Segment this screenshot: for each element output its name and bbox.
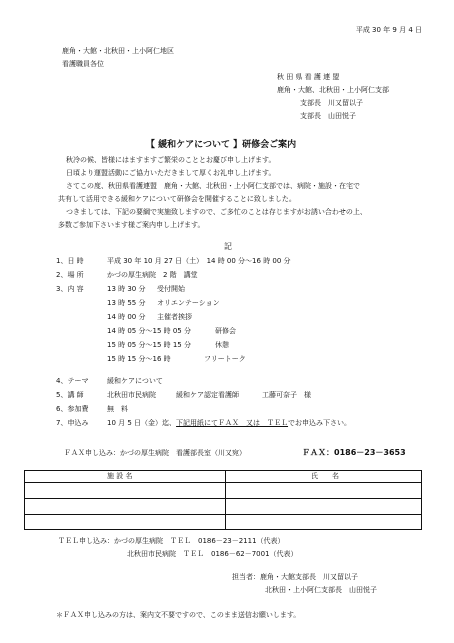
item-date-label: 1、日 時 <box>56 257 84 265</box>
item-content-label: 3、内 容 <box>56 285 84 293</box>
sender-person-1: 支部長 川又留以子 <box>300 99 363 107</box>
body-paragraph-4-cont: 多数ご参加下さいます様ご案内申し上げます。 <box>58 221 205 229</box>
item-lecturer-role: 緩和ケア認定看護師 <box>176 391 239 399</box>
document-title: 【 緩和ケアについて 】研修会ご案内 <box>146 140 297 150</box>
item-place-label: 2、場 所 <box>56 271 84 279</box>
schedule-desc: 休憩 <box>215 341 229 349</box>
schedule-desc: 研修会 <box>215 327 236 335</box>
table-header-name: 氏 名 <box>311 472 339 480</box>
application-deadline: 10 月 5 日（金）迄、 <box>107 419 177 427</box>
application-method: 下記用紙にてＦＡＸ 又は ＴＥＬ <box>176 419 289 427</box>
body-paragraph-4: つきましては、下記の要綱で実施致しますので、ご多忙のことは存じますがお誘い合わせの上、 <box>66 208 367 216</box>
schedule-time: 14 時 05 分～15 時 05 分 <box>107 327 191 335</box>
table-row-line <box>25 498 421 499</box>
footnote: ＊ＦＡＸ申し込みの方は、案内文不要ですので、このまま送信お願いします。 <box>56 611 301 619</box>
ki-marker: 記 <box>224 242 232 251</box>
schedule-time: 15 時 05 分～15 時 15 分 <box>107 341 191 349</box>
tel-line-1: ＴＥＬ申し込み：かづの厚生病院 ＴＥＬ 0186－23－2111（代表） <box>58 537 285 545</box>
schedule-desc: 主催者挨拶 <box>157 313 192 321</box>
body-paragraph-3: さてこの度、秋田県看護連盟 鹿角・大館、北秋田・上小阿仁支部では、病院・施設・在宅で <box>66 182 360 190</box>
body-paragraph-2: 日頃より運盟活動にご協力いただきまして厚くお礼申し上げます。 <box>66 169 276 177</box>
recipients-line-2: 看護職員各位 <box>62 60 104 68</box>
contact-line-1: 担当者：鹿角・大館支部長 川又留以子 <box>232 573 358 581</box>
item-theme-value: 緩和ケアについて <box>107 377 163 385</box>
item-fee-label: 6、参加費 <box>56 405 89 413</box>
schedule-desc: 受付開始 <box>157 285 185 293</box>
item-fee-value: 無 料 <box>107 405 128 413</box>
item-lecturer-label: 5、講 師 <box>56 391 84 399</box>
sender-person-2: 支部長 山田悦子 <box>300 112 356 120</box>
fax-number: ＦＡＸ：0186－23－3653 <box>302 448 406 457</box>
body-paragraph-3-cont: 共有して活用できる緩和ケアについて研修会を開催することに致しました。 <box>58 195 296 203</box>
recipients-line-1: 鹿角・大館・北秋田・上小阿仁地区 <box>62 47 174 55</box>
table-row-line <box>25 514 421 515</box>
schedule-time: 13 時 55 分 <box>107 299 146 307</box>
item-lecturer-name: 工藤可奈子 様 <box>262 391 311 399</box>
item-place-value: かづの厚生病院 2 階 講堂 <box>107 271 198 279</box>
table-header-facility: 施 設 名 <box>107 472 133 480</box>
schedule-time: 15 時 15 分～16 時 <box>107 355 171 363</box>
item-application-value <box>107 419 351 428</box>
item-application-label: 7、申込み <box>56 419 89 427</box>
application-table <box>24 470 422 530</box>
item-lecturer-hospital: 北秋田市民病院 <box>107 391 156 399</box>
body-paragraph-1: 秋冷の候、皆様にはますますご繁栄のこととお慶び申し上げます。 <box>66 156 276 164</box>
schedule-desc: フリートーク <box>204 355 246 363</box>
sender-branch: 鹿角・大館、北秋田・上小阿仁支部 <box>277 86 389 94</box>
item-date-value: 平成 30 年 10 月 27 日（土） 14 時 00 分～16 時 00 分 <box>107 257 291 265</box>
tel-line-2: 北秋田市民病院 ＴＥＬ 0186－62－7001（代表） <box>127 550 298 558</box>
document-date: 平成 30 年 9 月 4 日 <box>355 26 422 34</box>
contact-line-2: 北秋田・上小阿仁支部長 山田悦子 <box>265 586 377 594</box>
schedule-time: 14 時 00 分 <box>107 313 146 321</box>
fax-header-left: ＦＡＸ申し込み：かづの厚生病院 看護部長室（川又宛） <box>64 449 246 457</box>
schedule-time: 13 時 30 分 <box>107 285 146 293</box>
sender-org: 秋 田 県 看 護 連 盟 <box>277 73 340 81</box>
table-header-line <box>25 482 421 483</box>
table-column-divider <box>225 471 226 529</box>
item-theme-label: 4、テーマ <box>56 377 89 385</box>
application-tail: でお申込み下さい。 <box>288 419 352 427</box>
schedule-desc: オリエンテーション <box>157 299 220 307</box>
